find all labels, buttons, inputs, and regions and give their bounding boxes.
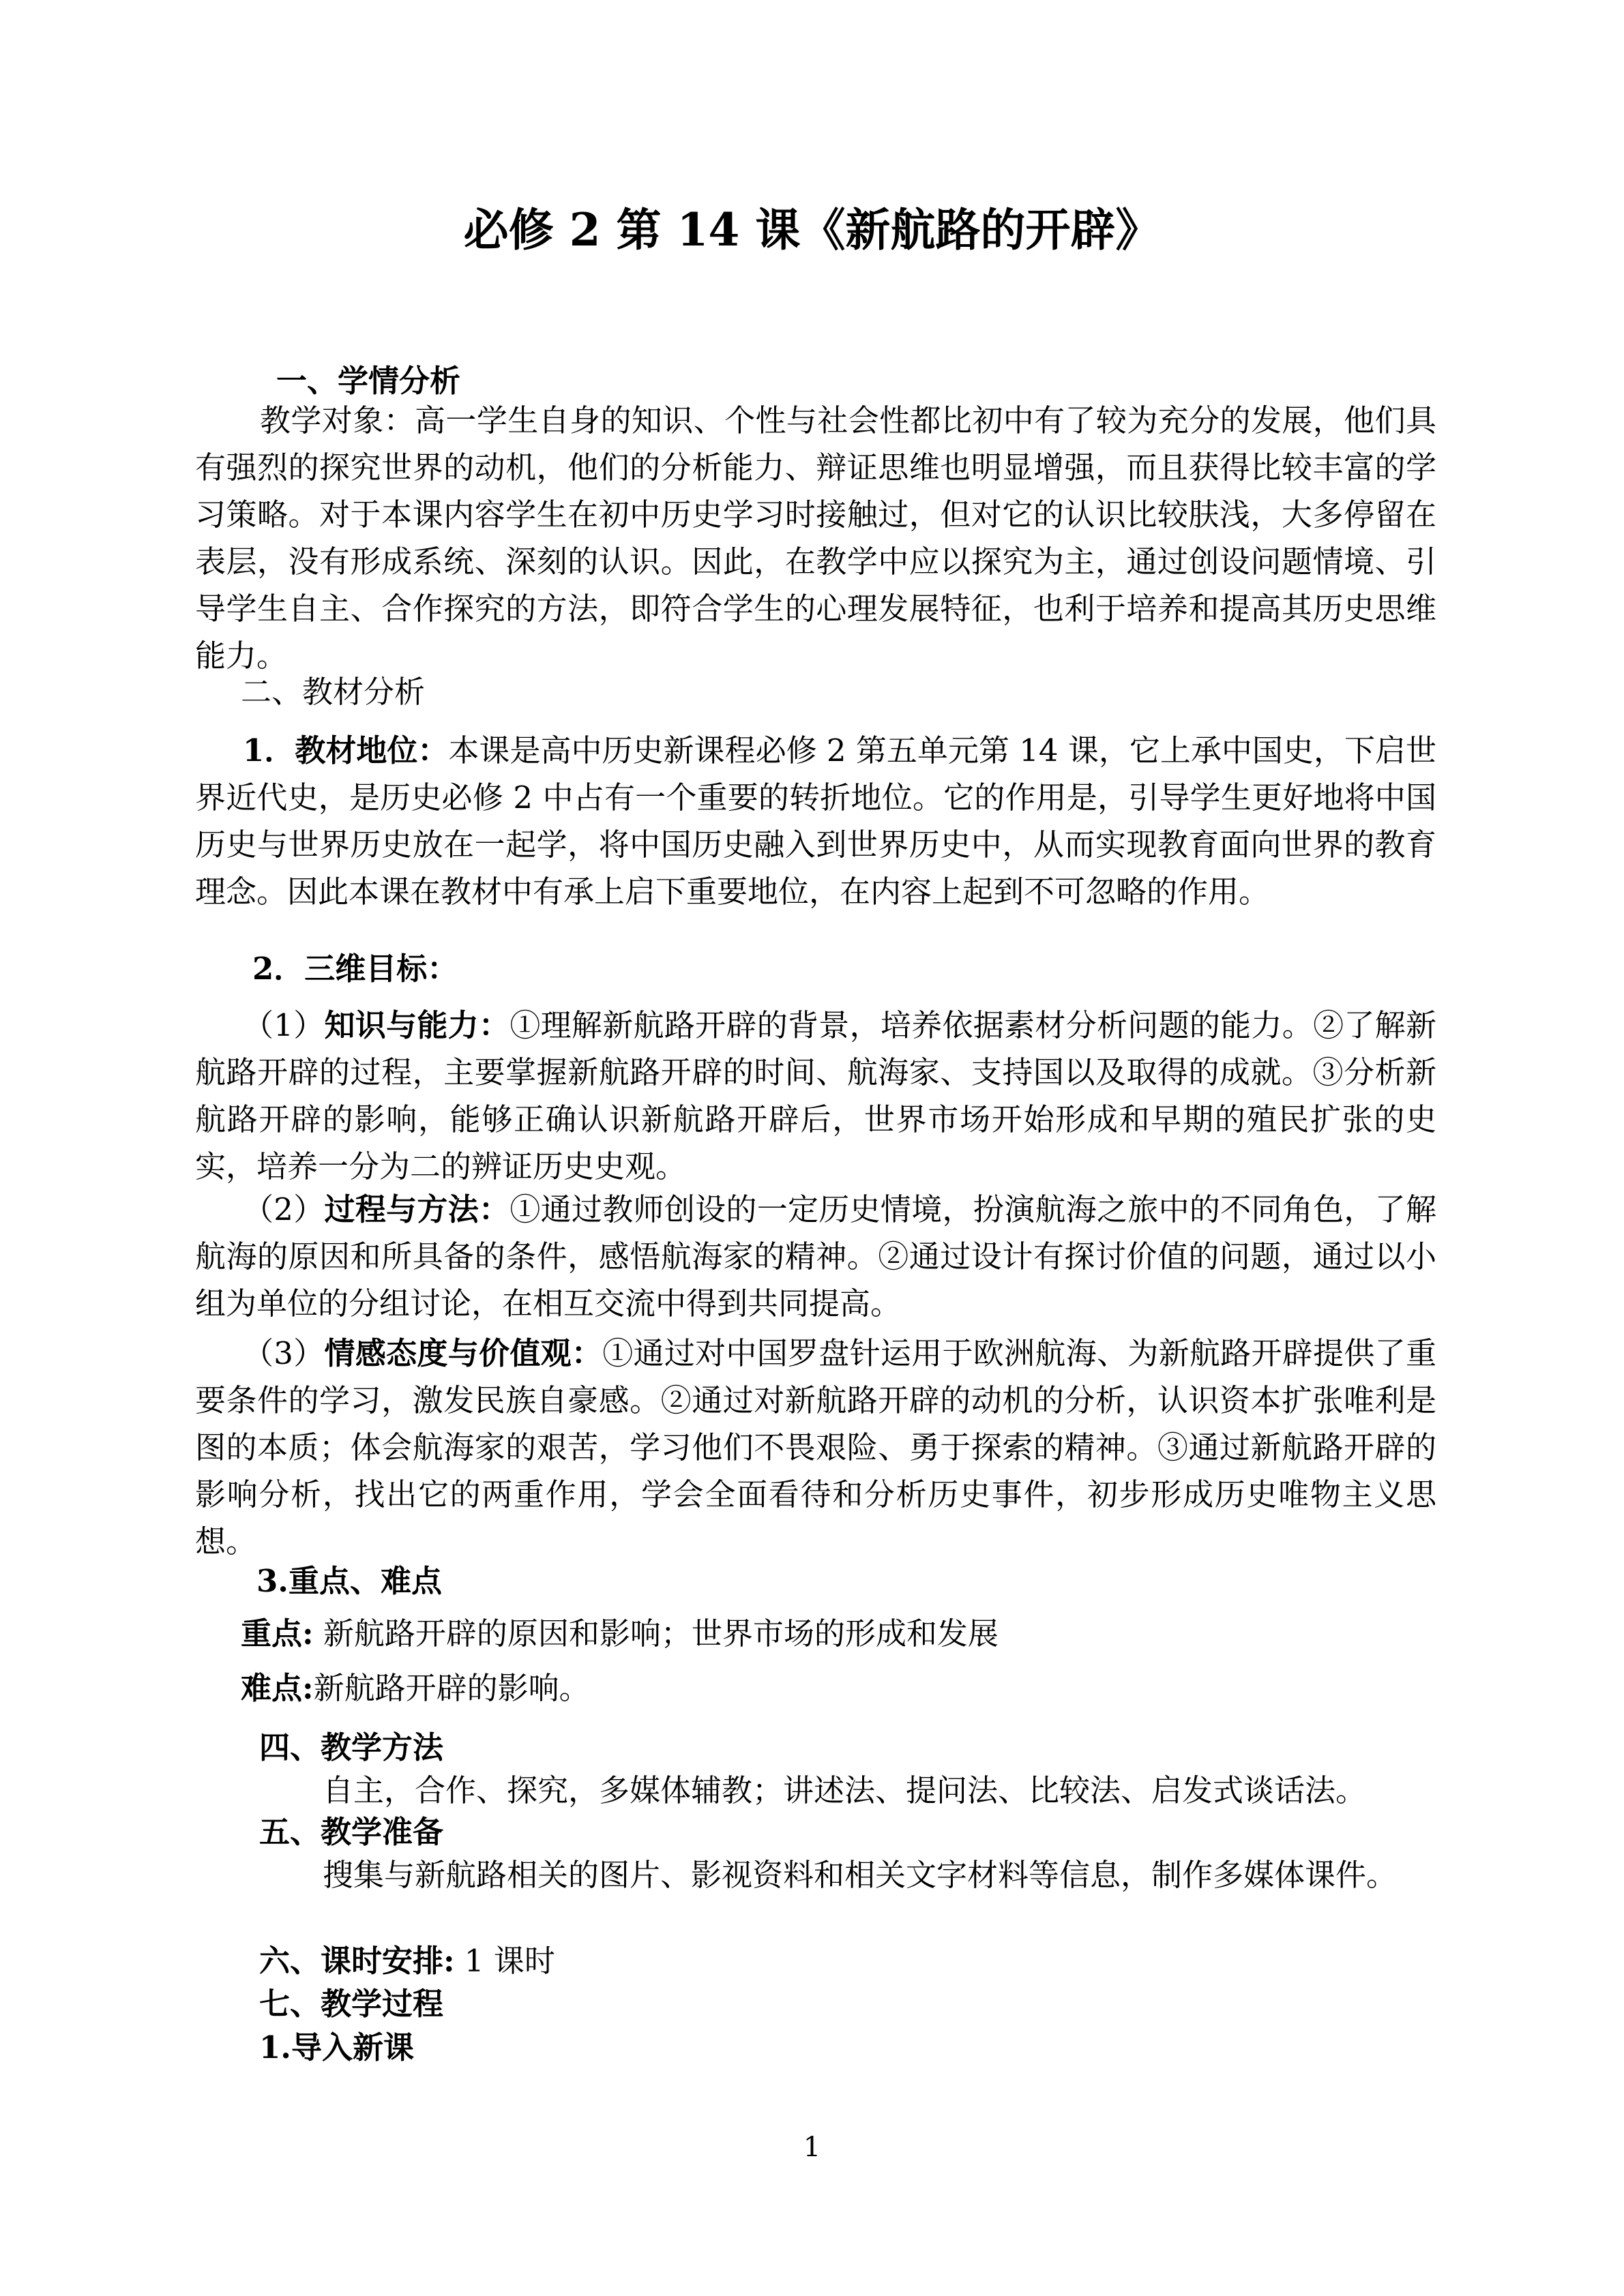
material-position-paragraph bbox=[195, 727, 1436, 915]
key-point-line bbox=[241, 1610, 999, 1657]
goal-knowledge-prefix: （1） bbox=[243, 1007, 325, 1043]
goal-process-text: ①通过教师创设的一定历史情境，扮演航海之旅中的不同角色，了解航海的原因和所具备的条件，感悟航海家的精神。②通过设计有探讨价值的问题，通过以小组为单位的分组讨论，在相互交流中得到共同提高。 bbox=[195, 1191, 1436, 1322]
goal-emotion-text: ①通过对中国罗盘针运用于欧洲航海、为新航路开辟提供了重要条件的学习，激发民族自豪感。②通过对新航路开辟的动机的分析，认识资本扩张唯利是图的本质；体会航海家的艰苦，学习他们不畏艰险、勇于探索的精神。③通过新航路开辟的影响分析，找出它的两重作用，学会全面看待和分析历史事件，初步形成历史唯物主义思想。 bbox=[195, 1335, 1436, 1560]
teaching-preparation-paragraph bbox=[195, 1851, 1436, 1898]
goal-process-label: 过程与方法： bbox=[324, 1191, 510, 1227]
difficult-point-text: 新航路开辟的影响。 bbox=[313, 1670, 590, 1706]
goal-knowledge-paragraph bbox=[195, 1002, 1436, 1190]
goal-knowledge-text: ①理解新航路开辟的背景，培养依据素材分析问题的能力。②了解新航路开辟的过程，主要掌握新航路开辟的时间、航海家、支持国以及取得的成就。③分析新航路开辟的影响，能够正确认识新航路开辟后，世界市场开始形成和早期的殖民扩张的史实，培养一分为二的辨证历史史观。 bbox=[195, 1007, 1436, 1184]
teaching-methods-text: 自主，合作、探究，多媒体辅教；讲述法、提问法、比较法、启发式谈话法。 bbox=[323, 1772, 1367, 1808]
section-heading-teaching-preparation: 五、教学准备 bbox=[259, 1814, 444, 1850]
page-number: 1 bbox=[803, 2132, 821, 2163]
section-heading-teaching-process: 七、教学过程 bbox=[259, 1986, 444, 2022]
section-heading-material-analysis: 二、教材分析 bbox=[241, 674, 426, 710]
material-position-label: 1．教材地位： bbox=[243, 732, 449, 769]
teaching-preparation-text: 搜集与新航路相关的图片、影视资料和相关文字材料等信息，制作多媒体课件。 bbox=[323, 1857, 1398, 1893]
goal-process-paragraph bbox=[195, 1186, 1436, 1327]
paragraph-text: 教学对象：高一学生自身的知识、个性与社会性都比初中有了较为充分的发展，他们具有强烈的探究世界的动机，他们的分析能力、辩证思维也明显增强，而且获得比较丰富的学习策略。对于本课内容学生在初中历史学习时接触过，但对它的认识比较肤浅，大多停留在表层，没有形成系统、深刻的认识。因此，在教学中应以探究为主，通过创设问题情境、引导学生自主、合作探究的方法，即符合学生的心理发展特征，也利于培养和提高其历史思维能力。 bbox=[195, 402, 1436, 674]
material-position-text: 本课是高中历史新课程必修 2 第五单元第 14 课，它上承中国史，下启世界近代史，是历史必修 2 中占有一个重要的转折地位。它的作用是，引导学生更好地将中国历史与世界历史放在一起学，将中国历史融入到世界历史中，从而实现教育面向世界的教育理念。因此本课在教材中有承上启下重要地位，在内容上起到不可忽略的作用。 bbox=[195, 732, 1436, 910]
goal-knowledge-label: 知识与能力： bbox=[324, 1007, 510, 1043]
learner-analysis-paragraph bbox=[195, 397, 1436, 679]
key-point-text: 新航路开辟的原因和影响；世界市场的形成和发展 bbox=[313, 1615, 999, 1652]
goal-process-prefix: （2） bbox=[243, 1191, 325, 1227]
key-difficult-heading: 3.重点、难点 bbox=[256, 1563, 442, 1599]
class-hours-text: 1 课时 bbox=[454, 1943, 555, 1979]
document-title: 必修 2 第 14 课《新航路的开辟》 bbox=[463, 203, 1161, 256]
lead-in-heading: 1.导入新课 bbox=[259, 2029, 414, 2066]
class-hours-label: 六、课时安排: bbox=[259, 1943, 455, 1979]
key-point-label: 重点: bbox=[241, 1615, 314, 1652]
section-heading-teaching-methods: 四、教学方法 bbox=[259, 1729, 444, 1765]
goal-emotion-prefix: （3） bbox=[243, 1335, 325, 1371]
section-heading-learner-analysis: 一、学情分析 bbox=[276, 363, 461, 399]
goal-emotion-label: 情感态度与价值观： bbox=[324, 1335, 603, 1371]
class-hours-line bbox=[259, 1937, 555, 1984]
difficult-point-line bbox=[241, 1665, 590, 1712]
difficult-point-label: 难点: bbox=[241, 1670, 314, 1706]
three-dimensional-goals-heading: 2．三维目标： bbox=[252, 951, 458, 987]
goal-emotion-paragraph bbox=[195, 1330, 1436, 1565]
